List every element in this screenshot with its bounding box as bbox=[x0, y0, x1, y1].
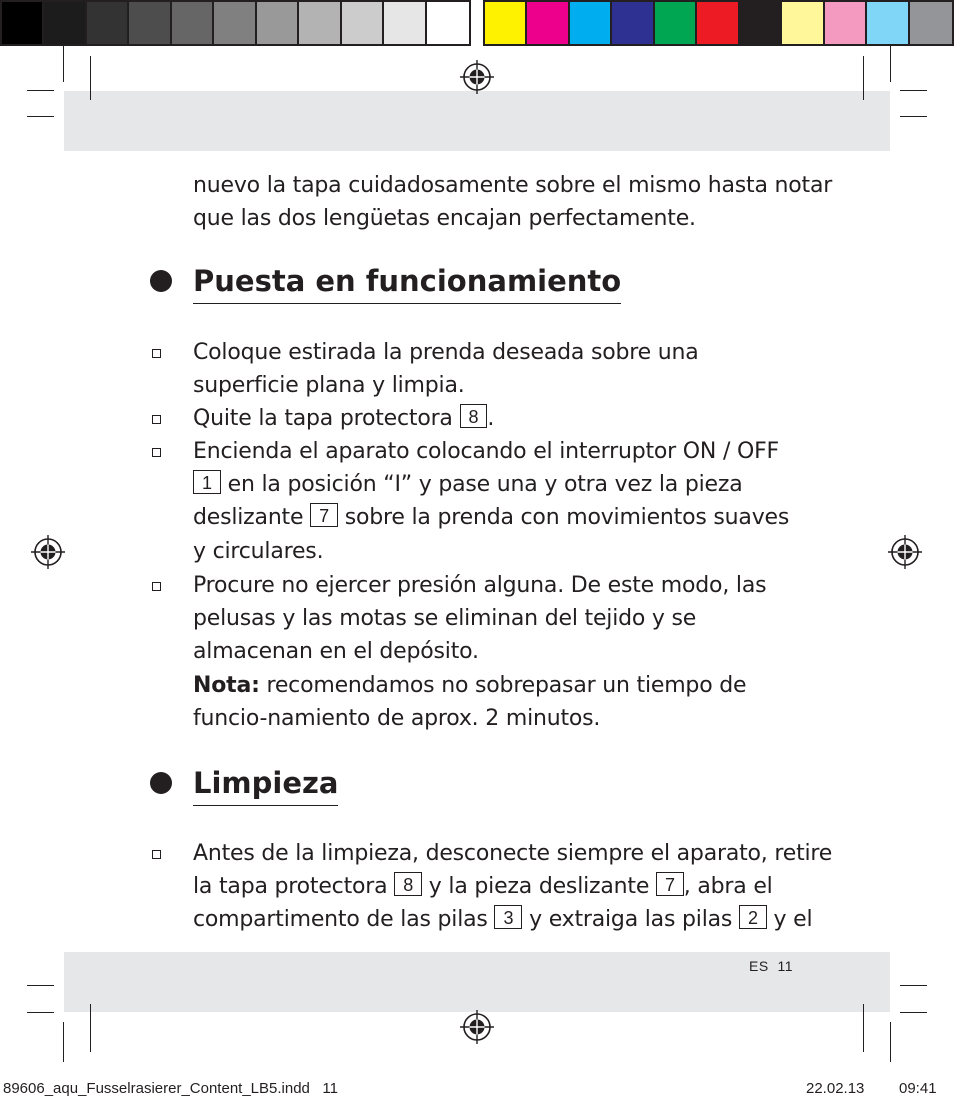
header-band bbox=[64, 91, 890, 151]
registration-mark-icon bbox=[460, 60, 494, 94]
list-item bbox=[193, 402, 843, 435]
list-item-text: Coloque estirada la prenda deseada sobre una superficie plana y limpia. bbox=[193, 340, 699, 399]
heading-bullet-icon bbox=[150, 270, 172, 292]
part-reference: 8 bbox=[460, 404, 488, 428]
intro-line: que las dos lengüetas encajan perfectamente. bbox=[193, 206, 696, 232]
checkbox-bullet-icon bbox=[152, 850, 161, 859]
crop-mark bbox=[63, 1022, 64, 1062]
part-reference: 7 bbox=[310, 503, 338, 527]
note-label: Nota: bbox=[193, 672, 260, 698]
color-swatch bbox=[570, 2, 612, 44]
checkbox-bullet-icon bbox=[152, 349, 161, 358]
crop-mark bbox=[63, 46, 64, 82]
crop-mark bbox=[90, 56, 91, 100]
list-item-text: en la posición “I” y pase una y otra vez la pieza bbox=[220, 472, 743, 498]
list-item bbox=[193, 435, 843, 568]
intro-paragraph bbox=[193, 169, 833, 235]
list-item-line: Antes de la limpieza, desconecte siempre el aparato, retire bbox=[193, 841, 833, 866]
list-item bbox=[193, 336, 805, 402]
crop-mark bbox=[890, 46, 891, 82]
list-item-text: y la pieza deslizante bbox=[422, 874, 656, 900]
section-heading: Limpieza bbox=[193, 765, 338, 806]
gray-swatch bbox=[427, 2, 469, 44]
gray-swatch bbox=[129, 2, 171, 44]
page-number-value: 11 bbox=[777, 958, 794, 974]
gray-swatch bbox=[44, 2, 86, 44]
color-swatch bbox=[867, 2, 909, 44]
crop-mark bbox=[900, 90, 927, 91]
list-item-text: deslizante bbox=[193, 505, 311, 531]
list-item-text: y extraiga las pilas bbox=[522, 907, 739, 933]
note bbox=[193, 669, 805, 735]
crop-mark bbox=[27, 1012, 54, 1013]
part-reference: 3 bbox=[494, 905, 522, 929]
part-reference: 1 bbox=[193, 470, 221, 494]
gray-swatch bbox=[299, 2, 341, 44]
crop-mark bbox=[900, 116, 927, 117]
gray-swatch bbox=[342, 2, 384, 44]
list-item-text: la tapa protectora bbox=[193, 874, 395, 900]
grayscale-color-bar bbox=[0, 0, 471, 46]
crop-mark bbox=[900, 1012, 927, 1013]
checkbox-bullet-icon bbox=[152, 448, 161, 457]
crop-mark bbox=[900, 985, 927, 986]
language-code: ES bbox=[749, 958, 769, 974]
gray-swatch bbox=[257, 2, 299, 44]
color-swatch bbox=[485, 2, 527, 44]
list-item-text: , abra el bbox=[683, 874, 773, 900]
section-heading: Puesta en funcionamiento bbox=[193, 263, 621, 304]
list-item-text: y el bbox=[766, 907, 813, 933]
crop-mark bbox=[863, 1004, 864, 1052]
gray-swatch bbox=[172, 2, 214, 44]
gray-swatch bbox=[384, 2, 426, 44]
list-item-text: Quite la tapa protectora bbox=[193, 406, 460, 431]
crop-mark bbox=[27, 116, 54, 117]
registration-mark-icon bbox=[460, 1010, 494, 1044]
page-number bbox=[749, 958, 793, 974]
color-swatch bbox=[697, 2, 739, 44]
color-swatch bbox=[910, 2, 952, 44]
list-item-line bbox=[193, 870, 843, 903]
part-reference: 7 bbox=[656, 872, 684, 896]
heading-bullet-icon bbox=[150, 772, 172, 794]
list-item bbox=[193, 569, 805, 735]
part-reference: 2 bbox=[739, 905, 767, 929]
list-item-text: compartimento de las pilas bbox=[193, 907, 495, 933]
list-item-line bbox=[193, 501, 843, 534]
list-item bbox=[193, 837, 843, 937]
slug-time: 09:41 bbox=[899, 1080, 937, 1097]
list-item-line: Encienda el aparato colocando el interruptor ON / OFF bbox=[193, 439, 779, 464]
crop-mark bbox=[863, 56, 864, 100]
color-swatch bbox=[740, 2, 782, 44]
note-text: recomendamos no sobrepasar un tiempo de funcio-namiento de aprox. 2 minutos. bbox=[193, 672, 747, 731]
list-item-text: sobre la prenda con movimientos suaves bbox=[337, 505, 790, 531]
color-swatch bbox=[527, 2, 569, 44]
gray-swatch bbox=[214, 2, 256, 44]
crop-mark bbox=[90, 1004, 91, 1052]
gray-swatch bbox=[2, 2, 44, 44]
registration-mark-icon bbox=[888, 535, 922, 569]
list-item-line bbox=[193, 903, 843, 936]
part-reference: 8 bbox=[394, 872, 422, 896]
color-swatch bbox=[612, 2, 654, 44]
color-swatch bbox=[782, 2, 824, 44]
list-item-text: . bbox=[487, 406, 495, 431]
registration-mark-icon bbox=[31, 535, 65, 569]
process-color-bar bbox=[483, 0, 954, 46]
color-swatch bbox=[825, 2, 867, 44]
checkbox-bullet-icon bbox=[152, 415, 161, 424]
crop-mark bbox=[890, 1022, 891, 1062]
list-item-line: y circulares. bbox=[193, 538, 324, 564]
crop-mark bbox=[27, 985, 54, 986]
slug-date: 22.02.13 bbox=[806, 1080, 865, 1097]
intro-line: nuevo la tapa cuidadosamente sobre el mismo hasta notar bbox=[193, 173, 833, 198]
slug-filename: 89606_aqu_Fusselrasierer_Content_LB5.indd 11 bbox=[3, 1080, 338, 1097]
crop-mark bbox=[27, 90, 54, 91]
gray-swatch bbox=[87, 2, 129, 44]
checkbox-bullet-icon bbox=[152, 582, 161, 591]
list-item-text: Procure no ejercer presión alguna. De este modo, las pelusas y las motas se eliminan del tejido y se almacenan en el depósito. bbox=[193, 573, 767, 665]
list-item-line bbox=[193, 468, 843, 501]
color-swatch bbox=[655, 2, 697, 44]
